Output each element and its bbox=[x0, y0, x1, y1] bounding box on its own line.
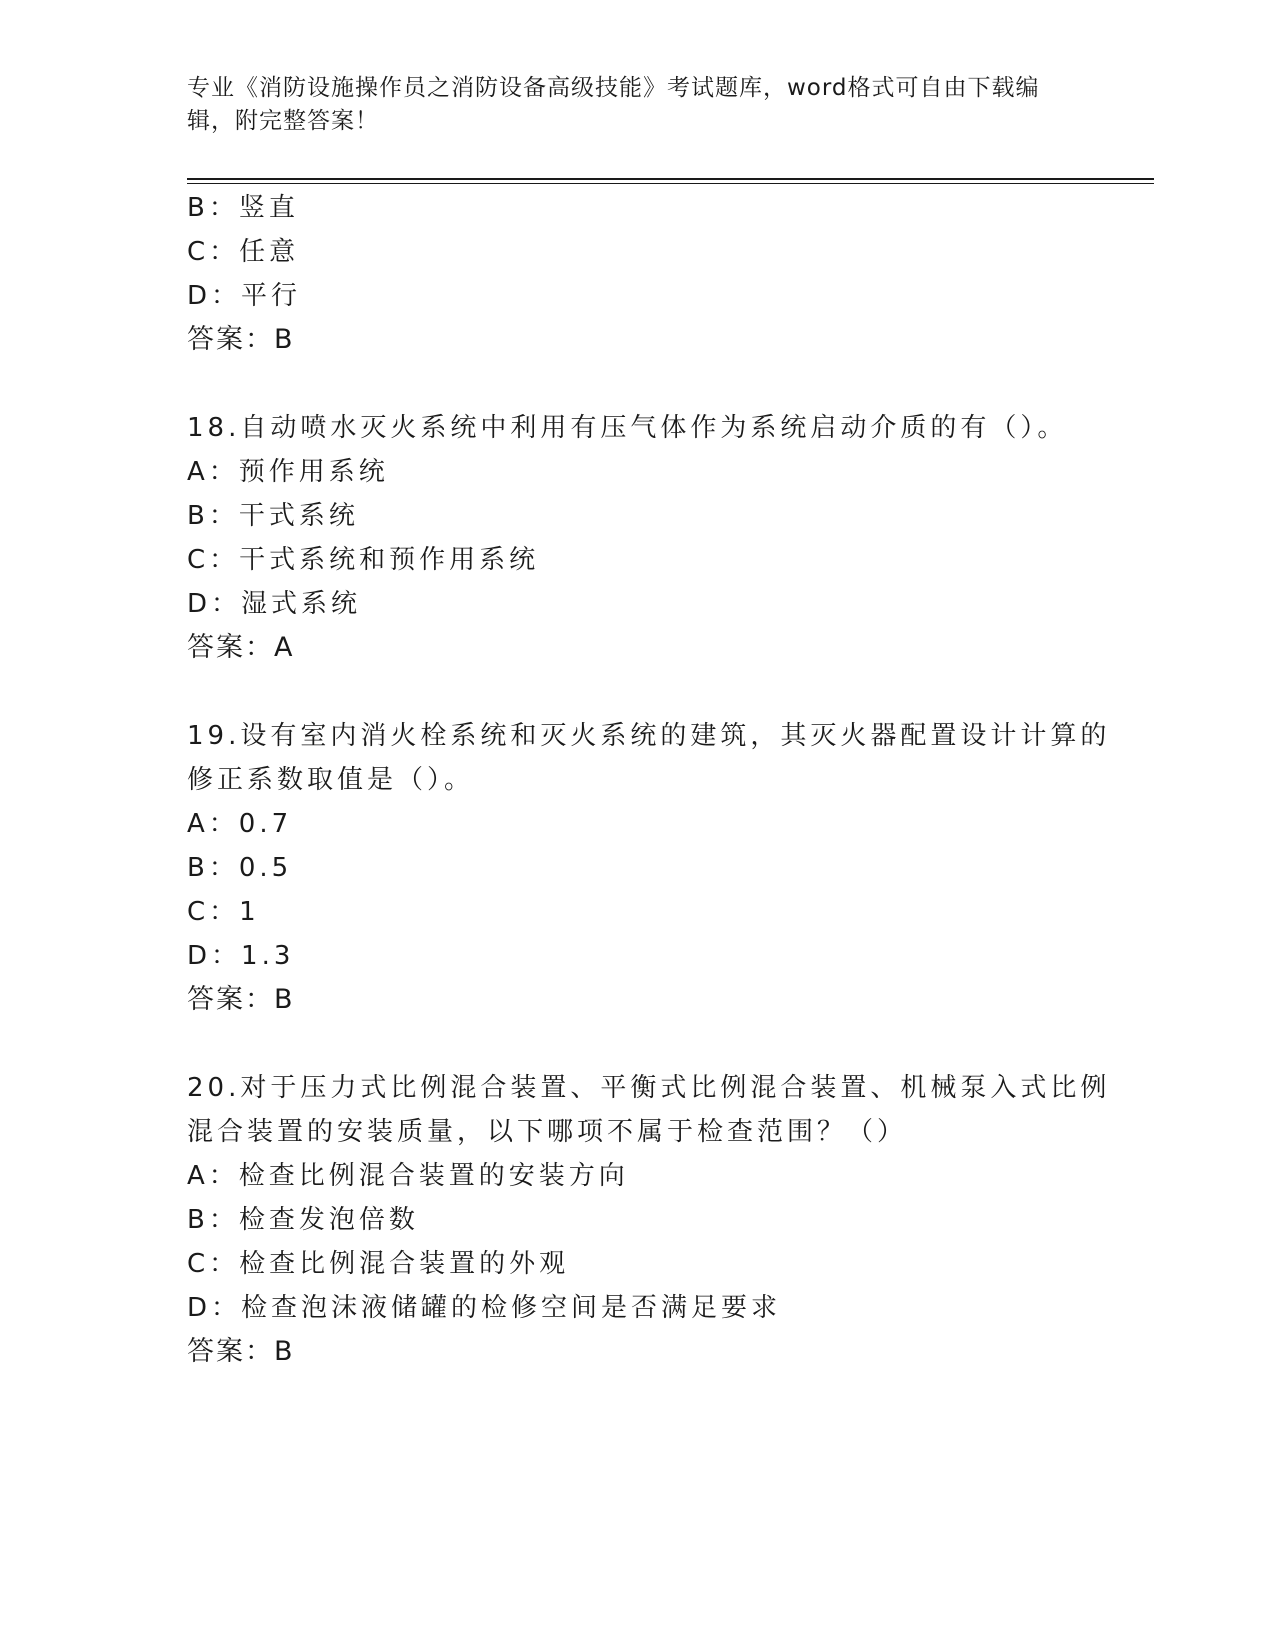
header-rule bbox=[187, 178, 1154, 180]
q19-question-line-1: 19.设有室内消火栓系统和灭火系统的建筑，其灭火器配置设计计算的 bbox=[187, 721, 1111, 751]
q19-option-a: A：0.7 bbox=[187, 809, 293, 839]
q18-option-a: A：预作用系统 bbox=[187, 457, 389, 487]
q18-answer: 答案：A bbox=[187, 632, 295, 663]
q18-option-b: B：干式系统 bbox=[187, 501, 359, 531]
q20-question-line-1: 20.对于压力式比例混合装置、平衡式比例混合装置、机械泵入式比例 bbox=[187, 1073, 1111, 1103]
q18-option-c: C：干式系统和预作用系统 bbox=[187, 545, 540, 575]
q17-option-c: C：任意 bbox=[187, 237, 300, 267]
q19-question-line-2: 修正系数取值是（）。 bbox=[187, 765, 475, 795]
q20-answer: 答案：B bbox=[187, 1336, 295, 1367]
q19-answer: 答案：B bbox=[187, 984, 295, 1015]
q20-option-a: A：检查比例混合装置的安装方向 bbox=[187, 1161, 629, 1191]
document-header: 专业《消防设施操作员之消防设备高级技能》考试题库，word格式可自由下载编辑，附完整答案！ bbox=[187, 75, 1040, 134]
q20-option-d: D：检查泡沫液储罐的检修空间是否满足要求 bbox=[187, 1293, 782, 1323]
q17-option-b: B：竖直 bbox=[187, 193, 299, 223]
q20-option-b: B：检查发泡倍数 bbox=[187, 1205, 419, 1235]
q18-question: 18.自动喷水灭火系统中利用有压气体作为系统启动介质的有（）。 bbox=[187, 413, 1068, 443]
q20-question-line-2: 混合装置的安装质量，以下哪项不属于检查范围？（） bbox=[187, 1117, 908, 1147]
q19-option-d: D：1.3 bbox=[187, 941, 295, 971]
q19-option-b: B：0.5 bbox=[187, 853, 293, 883]
q18-option-d: D：湿式系统 bbox=[187, 589, 362, 619]
q19-option-c: C：1 bbox=[187, 897, 260, 927]
q17-answer: 答案：B bbox=[187, 324, 295, 355]
q20-option-c: C：检查比例混合装置的外观 bbox=[187, 1249, 570, 1279]
header-rule-thin bbox=[187, 183, 1154, 184]
q17-option-d: D：平行 bbox=[187, 281, 302, 311]
